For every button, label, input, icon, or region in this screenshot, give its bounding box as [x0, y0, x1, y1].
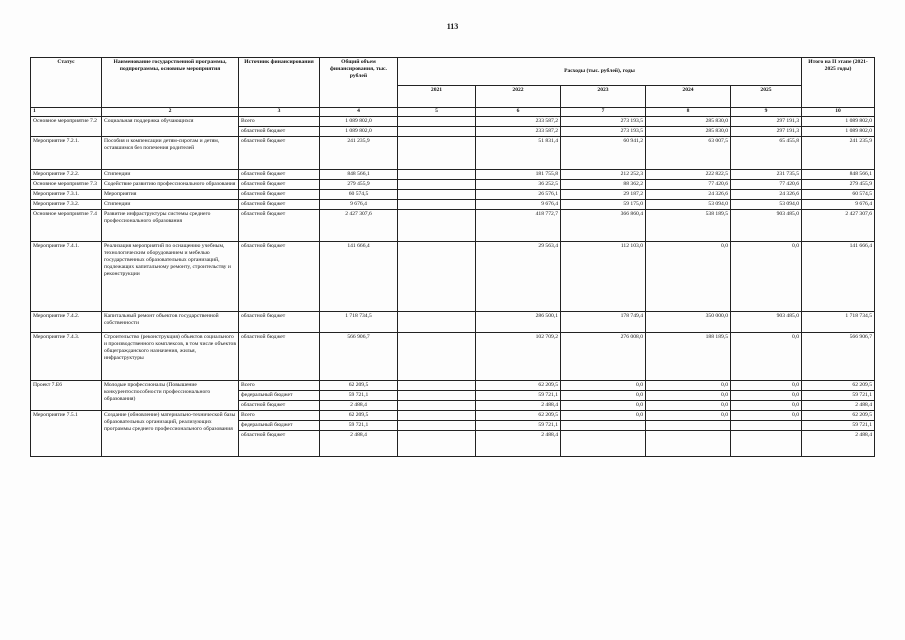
year-2022-cell: 26 576,1 — [476, 189, 561, 199]
status-cell: Основное мероприятие 7.3 — [31, 179, 102, 189]
year-2025-cell: 65 455,8 — [731, 136, 802, 169]
year-2022-cell: 2 488,4 — [476, 430, 561, 456]
header-source: Источник финансирования — [239, 58, 320, 108]
year-2021-cell — [398, 410, 476, 420]
year-2024-cell — [646, 420, 731, 430]
total-cell: 141 666,4 — [320, 241, 398, 311]
column-number: 4 — [320, 108, 398, 117]
source-cell: областной бюджет — [239, 199, 320, 209]
name-cell: Строительство (реконструкция) объектов социального и производственного комплексов, в том числе объектов общегражданского назначения, жилья, инфраструктуры — [102, 332, 239, 380]
source-cell: областной бюджет — [239, 126, 320, 136]
table-row — [31, 380, 875, 390]
total-cell: 9 676,4 — [320, 199, 398, 209]
year-2023-cell: 88 362,2 — [561, 179, 646, 189]
year-2025-cell: 0,0 — [731, 332, 802, 380]
year-2022-cell: 36 252,5 — [476, 179, 561, 189]
year-2023-cell: 0,0 — [561, 410, 646, 420]
table-row — [31, 209, 875, 241]
year-2023-cell: 366 860,4 — [561, 209, 646, 241]
name-cell: Капитальный ремонт объектов государственной собственности — [102, 311, 239, 332]
header-result: Итого на II этапе (2021-2025 годы) — [802, 58, 875, 108]
year-2021-cell — [398, 136, 476, 169]
status-cell: Мероприятие 7.2.2. — [31, 169, 102, 179]
result-cell: 2 427 307,6 — [802, 209, 875, 241]
total-cell: 848 566,1 — [320, 169, 398, 179]
year-2022-cell: 59 721,1 — [476, 390, 561, 400]
total-cell: 1 089 802,0 — [320, 126, 398, 136]
result-cell: 59 721,1 — [802, 390, 875, 400]
column-number: 9 — [731, 108, 802, 117]
year-2022-cell: 286 500,1 — [476, 311, 561, 332]
year-2021-cell — [398, 390, 476, 400]
year-2021-cell — [398, 209, 476, 241]
year-2023-cell — [561, 430, 646, 456]
source-cell: областной бюджет — [239, 400, 320, 410]
year-2024-cell: 188 189,5 — [646, 332, 731, 380]
total-cell: 2 488,4 — [320, 430, 398, 456]
total-cell: 59 721,1 — [320, 390, 398, 400]
year-2022-cell: 9 676,4 — [476, 199, 561, 209]
source-cell: Всего — [239, 380, 320, 390]
year-2025-cell: 24 326,6 — [731, 189, 802, 199]
year-2022-cell: 102 709,2 — [476, 332, 561, 380]
result-cell: 1 718 734,5 — [802, 311, 875, 332]
year-2025-cell: 0,0 — [731, 410, 802, 420]
year-2025-cell: 53 094,0 — [731, 199, 802, 209]
header-expenses: Расходы (тыс. рублей), годы — [398, 58, 802, 86]
name-cell: Развитие инфраструктуры системы среднего профессионального образования — [102, 209, 239, 241]
year-2025-cell: 903 485,0 — [731, 209, 802, 241]
column-number: 10 — [802, 108, 875, 117]
total-cell: 1 089 802,0 — [320, 117, 398, 127]
name-cell: Стипендии — [102, 169, 239, 179]
result-cell: 1 089 802,0 — [802, 126, 875, 136]
year-2021-cell — [398, 117, 476, 127]
year-2021-cell — [398, 169, 476, 179]
year-2023-cell — [561, 420, 646, 430]
year-2025-cell: 0,0 — [731, 390, 802, 400]
total-cell: 279 455,9 — [320, 179, 398, 189]
year-2021-cell — [398, 430, 476, 456]
status-cell: Мероприятие 7.5.1 — [31, 410, 102, 456]
total-cell: 2 427 307,6 — [320, 209, 398, 241]
header-year-2022: 2022 — [476, 86, 561, 108]
source-cell: областной бюджет — [239, 332, 320, 380]
header-year-2023: 2023 — [561, 86, 646, 108]
year-2022-cell: 62 209,5 — [476, 410, 561, 420]
year-2025-cell: 231 735,5 — [731, 169, 802, 179]
year-2022-cell: 418 772,7 — [476, 209, 561, 241]
year-2021-cell — [398, 241, 476, 311]
year-2024-cell: 77 420,6 — [646, 179, 731, 189]
name-cell: Молодые профессионалы (Повышение конкурентоспособности профессионального образования) — [102, 380, 239, 410]
year-2021-cell — [398, 420, 476, 430]
year-2021-cell — [398, 311, 476, 332]
source-cell: областной бюджет — [239, 241, 320, 311]
year-2025-cell: 77 420,6 — [731, 179, 802, 189]
result-cell: 59 721,1 — [802, 420, 875, 430]
table-row — [31, 117, 875, 127]
year-2023-cell: 0,0 — [561, 390, 646, 400]
table-row — [31, 332, 875, 380]
total-cell: 60 574,5 — [320, 189, 398, 199]
total-cell: 1 718 734,5 — [320, 311, 398, 332]
name-cell: Мероприятия — [102, 189, 239, 199]
name-cell: Создание (обновление) материально-технической базы образовательных организаций, реализующих программы среднего профессионального образования — [102, 410, 239, 456]
total-cell: 566 906,7 — [320, 332, 398, 380]
column-number: 1 — [31, 108, 102, 117]
source-cell: федеральный бюджет — [239, 420, 320, 430]
status-cell: Основное мероприятие 7.2 — [31, 117, 102, 137]
table-row — [31, 410, 875, 420]
year-2021-cell — [398, 179, 476, 189]
year-2024-cell: 24 326,6 — [646, 189, 731, 199]
source-cell: областной бюджет — [239, 179, 320, 189]
total-cell: 62 209,5 — [320, 410, 398, 420]
year-2022-cell: 51 831,4 — [476, 136, 561, 169]
header-year-2025: 2025 — [731, 86, 802, 108]
source-cell: областной бюджет — [239, 311, 320, 332]
total-cell: 62 209,5 — [320, 380, 398, 390]
table-row — [31, 189, 875, 199]
year-2021-cell — [398, 189, 476, 199]
year-2023-cell: 0,0 — [561, 380, 646, 390]
status-cell: Мероприятие 7.4.1. — [31, 241, 102, 311]
status-cell: Мероприятие 7.4.3. — [31, 332, 102, 380]
status-cell: Основное мероприятие 7.4 — [31, 209, 102, 241]
source-cell: федеральный бюджет — [239, 390, 320, 400]
result-cell: 241 235,9 — [802, 136, 875, 169]
result-cell: 848 566,1 — [802, 169, 875, 179]
header-name: Наименование государственной программы, подпрограммы, основные мероприятия — [102, 58, 239, 108]
page-number: 113 — [446, 22, 459, 31]
result-cell: 62 209,5 — [802, 410, 875, 420]
year-2024-cell: 0,0 — [646, 400, 731, 410]
source-cell: областной бюджет — [239, 430, 320, 456]
name-cell: Стипендии — [102, 199, 239, 209]
year-2024-cell: 538 189,5 — [646, 209, 731, 241]
result-cell: 60 574,5 — [802, 189, 875, 199]
status-cell: Мероприятие 7.2.1. — [31, 136, 102, 169]
year-2023-cell: 273 193,5 — [561, 126, 646, 136]
year-2025-cell: 0,0 — [731, 241, 802, 311]
total-cell: 241 235,9 — [320, 136, 398, 169]
year-2023-cell: 273 193,5 — [561, 117, 646, 127]
source-cell: областной бюджет — [239, 169, 320, 179]
year-2022-cell: 62 209,5 — [476, 380, 561, 390]
column-number-row — [31, 108, 875, 117]
year-2022-cell: 59 721,1 — [476, 420, 561, 430]
source-cell: Всего — [239, 410, 320, 420]
year-2024-cell: 350 000,0 — [646, 311, 731, 332]
result-cell: 141 666,4 — [802, 241, 875, 311]
year-2025-cell — [731, 430, 802, 456]
result-cell: 279 455,9 — [802, 179, 875, 189]
year-2022-cell: 2 488,4 — [476, 400, 561, 410]
year-2022-cell: 233 587,2 — [476, 126, 561, 136]
year-2024-cell: 222 822,5 — [646, 169, 731, 179]
year-2025-cell: 297 191,3 — [731, 117, 802, 127]
year-2023-cell: 276 008,0 — [561, 332, 646, 380]
status-cell: Мероприятие 7.4.2. — [31, 311, 102, 332]
year-2022-cell: 29 563,4 — [476, 241, 561, 311]
source-cell: областной бюджет — [239, 209, 320, 241]
total-cell: 59 721,1 — [320, 420, 398, 430]
year-2023-cell: 60 941,2 — [561, 136, 646, 169]
source-cell: Всего — [239, 117, 320, 127]
year-2023-cell: 0,0 — [561, 400, 646, 410]
name-cell: Социальная поддержка обучающихся — [102, 117, 239, 137]
year-2024-cell: 285 830,0 — [646, 117, 731, 127]
result-cell: 1 089 802,0 — [802, 117, 875, 127]
column-number: 7 — [561, 108, 646, 117]
source-cell: областной бюджет — [239, 136, 320, 169]
year-2023-cell: 112 103,0 — [561, 241, 646, 311]
header-total: Общий объем финансирования, тыс. рублей — [320, 58, 398, 108]
year-2024-cell: 0,0 — [646, 410, 731, 420]
year-2025-cell: 297 191,3 — [731, 126, 802, 136]
year-2024-cell — [646, 430, 731, 456]
result-cell: 9 676,4 — [802, 199, 875, 209]
year-2024-cell: 53 094,0 — [646, 199, 731, 209]
source-cell: областной бюджет — [239, 189, 320, 199]
table-row — [31, 136, 875, 169]
year-2021-cell — [398, 199, 476, 209]
year-2021-cell — [398, 332, 476, 380]
table-row — [31, 179, 875, 189]
year-2023-cell: 212 252,3 — [561, 169, 646, 179]
year-2023-cell: 59 175,0 — [561, 199, 646, 209]
name-cell: Содействие развитию профессионального образования — [102, 179, 239, 189]
year-2023-cell: 178 749,4 — [561, 311, 646, 332]
year-2024-cell: 63 007,5 — [646, 136, 731, 169]
year-2025-cell: 903 485,0 — [731, 311, 802, 332]
table-row — [31, 199, 875, 209]
name-cell: Пособия и компенсации детям-сиротам и детям, оставшимся без попечения родителей — [102, 136, 239, 169]
year-2025-cell: 0,0 — [731, 400, 802, 410]
result-cell: 566 906,7 — [802, 332, 875, 380]
column-number: 2 — [102, 108, 239, 117]
table-row — [31, 241, 875, 311]
header-status: Статус — [31, 58, 102, 108]
year-2024-cell: 285 830,0 — [646, 126, 731, 136]
year-2025-cell — [731, 420, 802, 430]
table-row — [31, 169, 875, 179]
year-2024-cell: 0,0 — [646, 380, 731, 390]
year-2021-cell — [398, 380, 476, 390]
status-cell: Мероприятие 7.3.2. — [31, 199, 102, 209]
header-year-2021: 2021 — [398, 86, 476, 108]
year-2025-cell: 0,0 — [731, 380, 802, 390]
status-cell: Мероприятие 7.3.1. — [31, 189, 102, 199]
result-cell: 2 488,4 — [802, 400, 875, 410]
column-number: 5 — [398, 108, 476, 117]
year-2024-cell: 0,0 — [646, 241, 731, 311]
header-year-2024: 2024 — [646, 86, 731, 108]
name-cell: Реализация мероприятий по оснащению учебным, технологическим оборудованием и мебелью государственных образовательных организаций, подлежащих капитальному ремонту, строительству и реконструкции — [102, 241, 239, 311]
total-cell: 2 488,4 — [320, 400, 398, 410]
year-2024-cell: 0,0 — [646, 390, 731, 400]
budget-table — [30, 57, 875, 457]
year-2021-cell — [398, 400, 476, 410]
year-2021-cell — [398, 126, 476, 136]
year-2022-cell: 233 587,2 — [476, 117, 561, 127]
column-number: 8 — [646, 108, 731, 117]
result-cell: 62 209,5 — [802, 380, 875, 390]
table-row — [31, 311, 875, 332]
result-cell: 2 488,4 — [802, 430, 875, 456]
status-cell: Проект 7.Е6 — [31, 380, 102, 410]
year-2023-cell: 29 187,2 — [561, 189, 646, 199]
column-number: 6 — [476, 108, 561, 117]
column-number: 3 — [239, 108, 320, 117]
year-2022-cell: 181 755,8 — [476, 169, 561, 179]
